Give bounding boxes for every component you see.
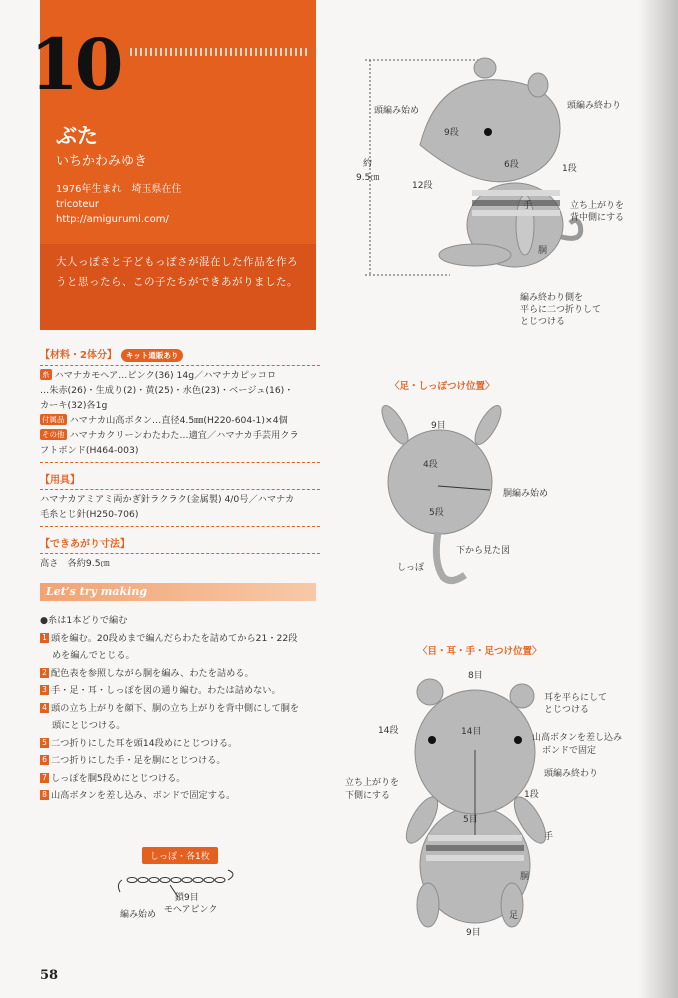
- step-number: 7: [40, 773, 49, 783]
- tools-text-2: 毛糸とじ針(H250-706): [40, 509, 139, 520]
- height-label: 約: [363, 159, 373, 169]
- materials-heading-text: 【材料・2体分】: [40, 350, 117, 361]
- step-text: 頭の立ち上がりを顔下、胴の立ち上がりを背中側にして胴を: [51, 702, 300, 714]
- size-value: 高さ 各約9.5㎝: [40, 558, 110, 569]
- lets-try-heading: Let’s try making: [46, 585, 148, 598]
- front-9-label: 9目: [466, 928, 481, 938]
- parts-text: ハマナカ山高ボタン…直径4.5㎜(H220-604-1)×4個: [69, 415, 288, 426]
- yarn-text-1: ハマナカモヘア…ピンク(36) 14g／ハマナカピッコロ: [54, 370, 277, 381]
- intro-text: 大人っぽさと子どもっぽさが混在した作品を作ろうと思ったら、この子たちができあがりました。: [56, 256, 298, 288]
- step-number: 3: [40, 685, 49, 695]
- ear-left-icon: [417, 679, 443, 705]
- other-text-2: フトボンド(H464-003): [40, 445, 139, 456]
- bottom-r4-label: 4段: [423, 460, 438, 470]
- materials-heading: [40, 346, 320, 362]
- step-number: 1: [40, 633, 49, 643]
- pattern-title: ぶた: [56, 124, 98, 148]
- step-text: 配色表を参照しながら胴を編み、わたを詰める。: [51, 667, 254, 679]
- head-end-label: 頭編み終わり: [567, 101, 622, 111]
- materials-section: [40, 346, 320, 571]
- step-row: [40, 735, 320, 753]
- ear-right-icon: [528, 73, 548, 97]
- head-start-label: 頭編み始め: [374, 106, 420, 116]
- rise-label-1: 立ち上がりを: [570, 201, 625, 211]
- bio-link[interactable]: http://amigurumi.com/: [56, 214, 169, 225]
- yarn-tag: 糸: [42, 370, 50, 379]
- foot-left-icon: [417, 883, 439, 927]
- button-label-2: ボンドで固定: [542, 746, 597, 756]
- tail-label: しっぽ: [397, 563, 425, 573]
- leg-right-icon: [470, 402, 506, 448]
- step-number: 8: [40, 790, 49, 800]
- step-number: 4: [40, 703, 49, 713]
- step-text: めを編んでとじる。: [52, 650, 135, 661]
- front-rise-label-2: 下側にする: [345, 791, 391, 801]
- front-s14-label: 14目: [461, 727, 482, 737]
- page-number: 58: [40, 968, 59, 983]
- front-view-title: 〈目・耳・手・足つけ位置〉: [418, 646, 542, 657]
- bottom-r5-label: 5段: [429, 508, 444, 518]
- tail-chart-label: しっぽ・各1枚: [142, 847, 218, 864]
- row9-label: 9段: [444, 128, 459, 138]
- front-hand-label: 手: [544, 832, 554, 842]
- step-number: 2: [40, 668, 49, 678]
- step-row: [40, 770, 320, 788]
- stripe-band: [426, 845, 524, 851]
- eye-right-icon: [514, 736, 522, 744]
- step-row: [40, 700, 320, 718]
- other-text-1: ハマナカクリーンわたわた…適宜／ハマナカ手芸用クラ: [69, 430, 299, 441]
- front-r1-label: 1段: [524, 790, 539, 800]
- front-head-end-label: 頭編み終わり: [544, 769, 599, 779]
- stripe-band: [426, 855, 524, 861]
- divider: [40, 526, 320, 527]
- end-label-3: とじつける: [520, 317, 566, 327]
- ear-label-2: とじつける: [544, 705, 590, 715]
- eye-left-icon: [428, 736, 436, 744]
- pig-body-side: [420, 58, 581, 267]
- parts-tag: 付属品: [42, 415, 65, 424]
- kit-badge: キット通販あり: [121, 349, 183, 362]
- bottom-view-label: 下から見た図: [456, 546, 511, 556]
- bio-line: 1976年生まれ 埼玉県在住: [56, 184, 182, 195]
- pattern-number: 10: [30, 23, 120, 106]
- tools-text-1: ハマナカアミアミ両かぎ針ラクラク(金属製) 4/0号／ハマナカ: [40, 494, 295, 505]
- size-heading: 【できあがり寸法】: [40, 539, 130, 550]
- eye-icon: [484, 128, 492, 136]
- step-row: [40, 665, 320, 683]
- pig-front-figure: [400, 670, 550, 942]
- step-text: しっぽを胴5段めにとじつける。: [51, 772, 186, 784]
- height-value: 9.5㎝: [356, 173, 380, 183]
- tail-chain-label: 鎖9目: [175, 893, 199, 903]
- step-text: 手・足・耳・しっぽを図の通り編む。わたは詰めない。: [51, 685, 281, 696]
- front-r14-label: 14段: [378, 726, 399, 736]
- body-circle: [388, 430, 492, 534]
- body-start-label: 胴編み始め: [503, 489, 549, 499]
- end-label-2: 平らに二つ折りして: [520, 305, 602, 315]
- yarn-text-3: カーキ(32)各1g: [40, 400, 108, 411]
- foot-shape: [439, 244, 511, 266]
- row1-label: 1段: [562, 164, 577, 174]
- front-5-label: 5目: [463, 815, 478, 825]
- tail-icon: [436, 532, 465, 581]
- rise-label-2: 背中側にする: [570, 213, 625, 223]
- tail-start-label: 編み始め: [120, 910, 157, 920]
- divider: [40, 553, 320, 554]
- tail-yarn-label: モヘアピンク: [164, 905, 218, 915]
- author-bio: [56, 182, 181, 227]
- row12-label: 12段: [412, 181, 433, 191]
- step-text: 頭にとじつける。: [52, 720, 126, 731]
- step-row: [40, 787, 320, 805]
- stripe-band: [428, 835, 522, 841]
- stripe-band: [472, 190, 560, 196]
- divider: [40, 462, 320, 463]
- yarn-text-2: …朱赤(26)・生成り(2)・黄(25)・水色(23)・ベージュ(16)・: [40, 385, 294, 396]
- stripe-band: [472, 210, 560, 216]
- bottom-view-title: 〈足・しっぽつけ位置〉: [390, 381, 495, 392]
- pig-side-figure: [360, 50, 640, 290]
- step-row: [40, 752, 320, 770]
- front-8-label: 8目: [468, 671, 483, 681]
- front-foot-label: 足: [509, 911, 519, 921]
- step-number: 6: [40, 755, 49, 765]
- step-text: 二つ折りにした手・足を胴にとじつける。: [51, 755, 226, 766]
- ear-label-1: 耳を平らにして: [544, 693, 608, 703]
- body-label: 胴: [538, 246, 548, 256]
- row6-label: 6段: [504, 160, 519, 170]
- stripe-band: [472, 200, 560, 206]
- steps-intro: ●糸は1本どりで編む: [40, 615, 128, 626]
- author-name: いちかわみゆき: [56, 154, 148, 169]
- step-row: [40, 717, 320, 735]
- step-number: 5: [40, 738, 49, 748]
- front-body-label: 胴: [520, 872, 530, 882]
- tools-heading: 【用具】: [40, 475, 80, 486]
- end-label-1: 編み終わり側を: [520, 293, 584, 303]
- ear-left-icon: [474, 58, 496, 78]
- divider: [40, 365, 320, 366]
- step-row: [40, 682, 320, 700]
- bottom-9-label: 9目: [431, 421, 446, 431]
- step-text: 頭を編む。20段めまで編んだらわたを詰めてから21・22段: [51, 632, 298, 644]
- step-text: 二つ折りにした耳を頭14段めにとじつける。: [51, 737, 238, 749]
- divider: [40, 489, 320, 490]
- yarn-line: [40, 368, 320, 383]
- step-row: [40, 647, 320, 665]
- hand-label: 手: [523, 201, 533, 211]
- steps-list: [40, 612, 320, 805]
- other-tag: その他: [42, 430, 65, 439]
- front-rise-label-1: 立ち上がりを: [345, 778, 400, 788]
- parts-line: [40, 413, 320, 428]
- other-line: [40, 428, 320, 443]
- decorative-stripe: [130, 48, 310, 56]
- page-edge-shadow: [638, 0, 678, 998]
- button-label-1: 山高ボタンを差し込み: [532, 733, 623, 743]
- bio-line: tricoteur: [56, 199, 99, 210]
- step-text: 山高ボタンを差し込み、ボンドで固定する。: [51, 790, 236, 801]
- step-row: [40, 630, 320, 648]
